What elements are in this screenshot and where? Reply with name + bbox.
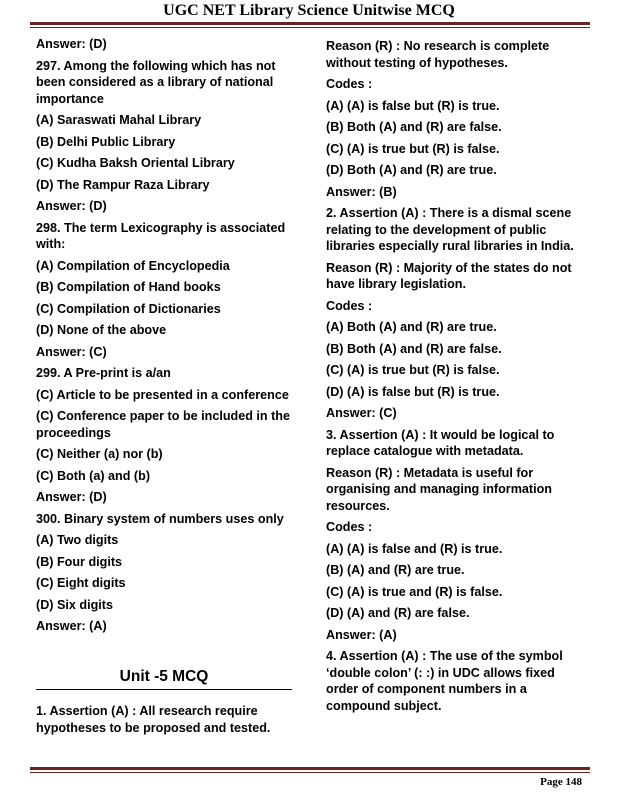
header-rule-thin: [30, 27, 590, 28]
right-line: (A) (A) is false and (R) is true.: [326, 541, 503, 556]
footer-rule-thick: [30, 767, 590, 770]
right-line: Answer: (A): [326, 627, 397, 642]
left-line: (C) Compilation of Dictionaries: [36, 301, 221, 316]
right-line: (A) Both (A) and (R) are true.: [326, 320, 497, 334]
right-line: Codes :: [326, 298, 373, 313]
right-line: Codes :: [326, 77, 373, 91]
left-line: (D) The Rampur Raza Library: [36, 177, 210, 192]
right-line: (D) (A) and (R) are false.: [326, 606, 470, 620]
unit-heading: Unit -5 MCQ: [119, 668, 209, 685]
left-line: (A) Compilation of Encyclopedia: [36, 258, 230, 273]
left-line: (B) Four digits: [36, 554, 123, 569]
right-line: (B) Both (A) and (R) are false.: [326, 120, 502, 134]
right-line: Reason (R) : Majority of the states do not have library legislation.: [326, 260, 572, 291]
right-line: 2. Assertion (A) : There is a dismal scene relating to the development of public libraries especially rural libraries in India.: [326, 206, 574, 253]
right-line: Reason (R) : No research is complete without testing of hypotheses.: [326, 39, 550, 70]
right-line: 4. Assertion (A) : The use of the symbol ‘double colon’ (: :) in UDC allows fixed order of component numbers in a compound subject.: [326, 649, 563, 713]
right-column: [326, 38, 582, 719]
right-line: Answer: (B): [326, 184, 397, 199]
left-line: (C) Eight digits: [36, 576, 126, 590]
right-line: (C) (A) is true but (R) is false.: [326, 141, 500, 156]
footer-rule-thin: [30, 772, 590, 773]
left-line: (D) Six digits: [36, 597, 113, 612]
right-line: (C) (A) is true and (R) is false.: [326, 584, 503, 599]
left-line: (A) Two digits: [36, 533, 119, 547]
right-line: 3. Assertion (A) : It would be logical to replace catalogue with metadata.: [326, 427, 555, 458]
unit-heading-rule: [36, 689, 292, 690]
left-line: Answer: (D): [36, 199, 107, 213]
right-line: (D) Both (A) and (R) are true.: [326, 163, 497, 177]
right-line: (B) (A) and (R) are true.: [326, 563, 465, 577]
right-line: (D) (A) is false but (R) is true.: [326, 384, 500, 399]
right-line: Answer: (C): [326, 406, 397, 420]
left-line: Answer: (D): [36, 490, 107, 504]
right-line: Codes :: [326, 520, 373, 534]
left-line: (B) Compilation of Hand books: [36, 280, 221, 294]
page-number: Page 148: [540, 776, 582, 788]
left-line: (C) Article to be presented in a conference: [36, 387, 289, 402]
left-line: (B) Delhi Public Library: [36, 134, 176, 149]
right-line: (C) (A) is true but (R) is false.: [326, 363, 500, 377]
page-header-title: UGC NET Library Science Unitwise MCQ: [163, 2, 455, 19]
left-line: (D) None of the above: [36, 323, 167, 337]
right-line: (B) Both (A) and (R) are false.: [326, 341, 502, 356]
left-line: (C) Conference paper to be included in the proceedings: [36, 409, 290, 440]
left-line: Answer: (D): [36, 37, 107, 51]
left-line: 300. Binary system of numbers uses only: [36, 511, 284, 526]
left-line: 298. The term Lexicography is associated with:: [36, 220, 286, 251]
header-rule-thick: [30, 22, 590, 25]
left-line: 297. Among the following which has not been considered as a library of national importance: [36, 58, 276, 106]
left-line: Answer: (C): [36, 344, 107, 359]
left-line: (C) Neither (a) nor (b): [36, 447, 163, 461]
left-line: (C) Both (a) and (b): [36, 468, 151, 483]
left-line: (A) Saraswati Mahal Library: [36, 113, 202, 127]
right-line: (A) (A) is false but (R) is true.: [326, 98, 500, 113]
left-line: (C) Kudha Baksh Oriental Library: [36, 156, 235, 170]
right-line: Reason (R) : Metadata is useful for organising and managing information resources.: [326, 465, 552, 513]
unit-first-question: 1. Assertion (A) : All research require hypotheses to be proposed and tested.: [36, 704, 271, 735]
left-line: 299. A Pre-print is a/an: [36, 366, 171, 380]
left-column: [36, 36, 294, 640]
left-line: Answer: (A): [36, 619, 107, 633]
